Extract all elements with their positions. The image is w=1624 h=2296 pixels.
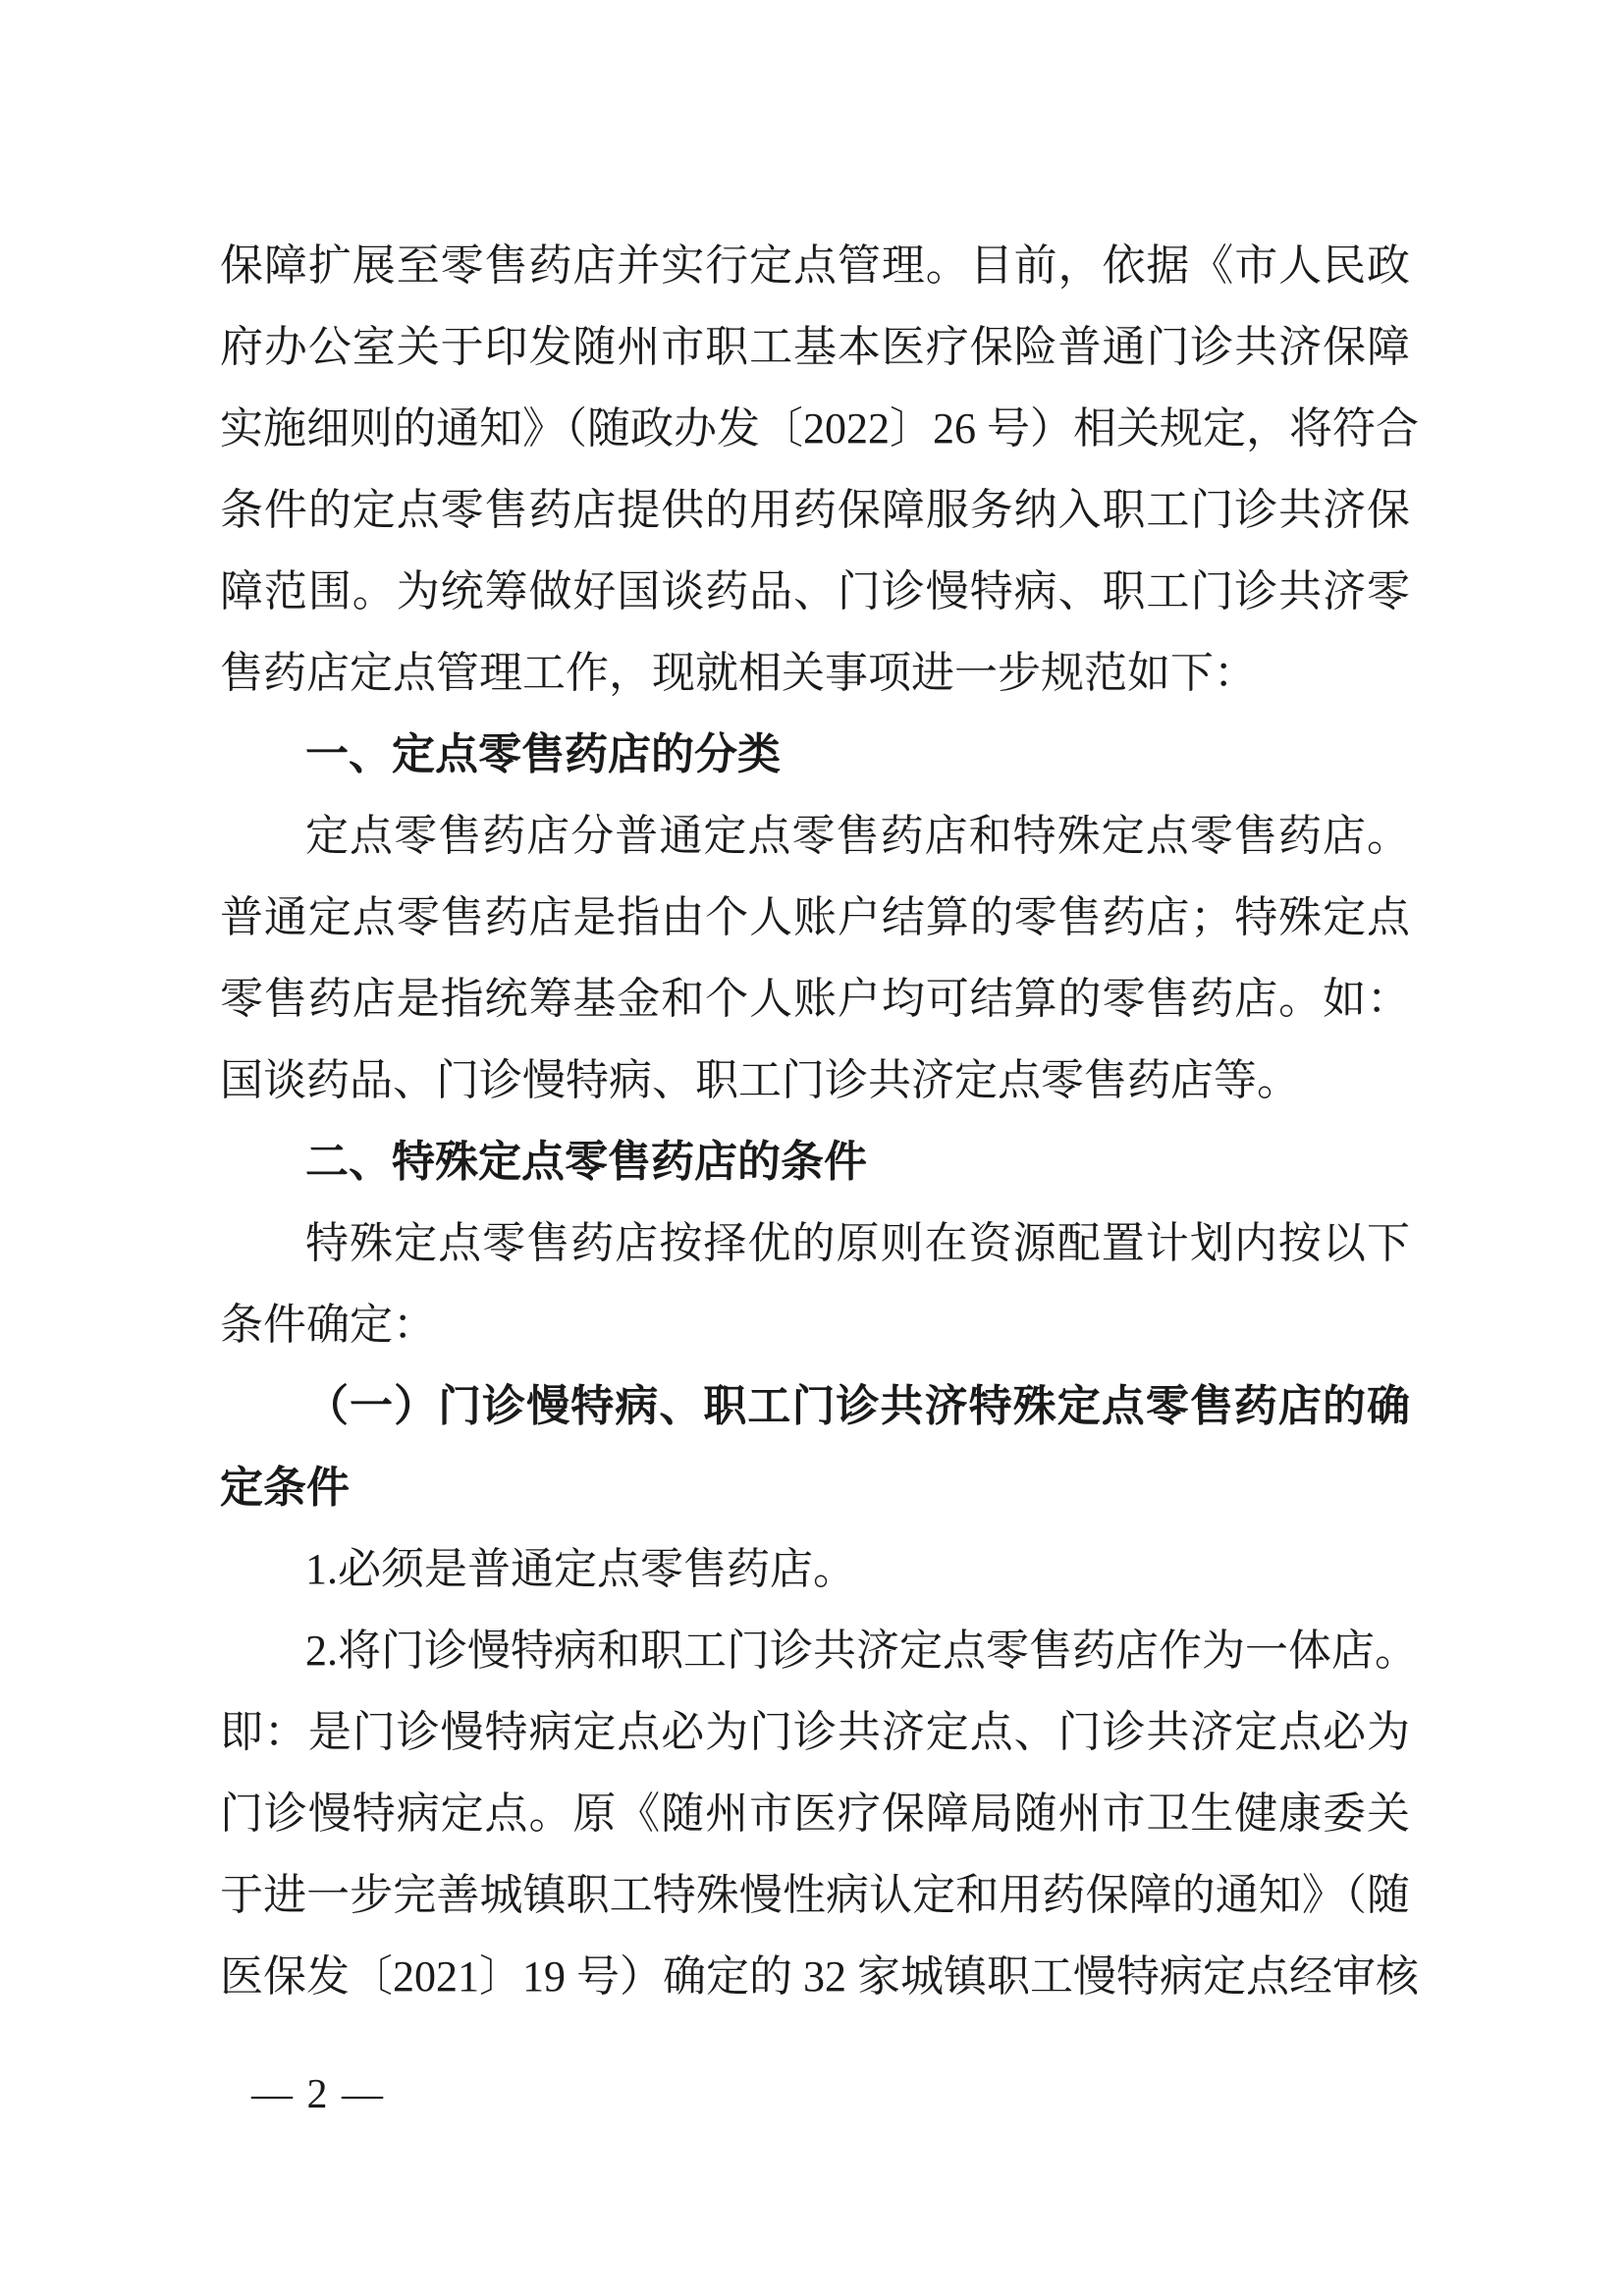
- paragraph-line: 即：是门诊慢特病定点必为门诊共济定点、门诊共济定点必为: [220, 1708, 1410, 1756]
- paragraph-line: 零售药店是指统筹基金和个人账户均可结算的零售药店。如：: [220, 975, 1410, 1023]
- paragraph-line: 条件的定点零售药店提供的用药保障服务纳入职工门诊共济保: [220, 486, 1410, 534]
- subsection-heading-1: （一）门诊慢特病、职工门诊共济特殊定点零售药店的确: [305, 1382, 1410, 1430]
- paragraph-line: 府办公室关于印发随州市职工基本医疗保险普通门诊共济保障: [220, 323, 1410, 371]
- paragraph-line: 条件确定：: [220, 1301, 436, 1349]
- document-body: [220, 225, 1419, 2017]
- paragraph-line: 特殊定点零售药店按择优的原则在资源配置计划内按以下: [305, 1219, 1410, 1267]
- paragraph-line: 医保发〔2021〕19 号）确定的 32 家城镇职工慢特病定点经审核: [220, 1952, 1419, 2001]
- paragraph-line: 实施细则的通知》（随政办发〔2022〕26 号）相关规定，将符合: [220, 404, 1419, 453]
- paragraph-line: 于进一步完善城镇职工特殊慢性病认定和用药保障的通知》（随: [220, 1871, 1410, 1919]
- page-number: — 2 —: [251, 2072, 385, 2117]
- paragraph-line: 普通定点零售药店是指由个人账户结算的零售药店；特殊定点: [220, 893, 1410, 941]
- paragraph-line: 门诊慢特病定点。原《随州市医疗保障局随州市卫生健康委关: [220, 1789, 1410, 1838]
- paragraph-line: 保障扩展至零售药店并实行定点管理。目前，依据《市人民政: [220, 241, 1410, 290]
- subsection-heading-1-cont: 定条件: [220, 1464, 350, 1512]
- paragraph-line: 障范围。为统筹做好国谈药品、门诊慢特病、职工门诊共济零: [220, 567, 1410, 615]
- list-item-2: 2.将门诊慢特病和职工门诊共济定点零售药店作为一体店。: [305, 1627, 1418, 1675]
- list-item-1: 1.必须是普通定点零售药店。: [305, 1545, 856, 1593]
- paragraph-line: 定点零售药店分普通定点零售药店和特殊定点零售药店。: [305, 812, 1410, 860]
- section-heading-2: 二、特殊定点零售药店的条件: [305, 1138, 867, 1186]
- paragraph-line: 售药店定点管理工作，现就相关事项进一步规范如下：: [220, 649, 1257, 697]
- paragraph-line: 国谈药品、门诊慢特病、职工门诊共济定点零售药店等。: [220, 1056, 1300, 1104]
- section-heading-1: 一、定点零售药店的分类: [305, 730, 781, 778]
